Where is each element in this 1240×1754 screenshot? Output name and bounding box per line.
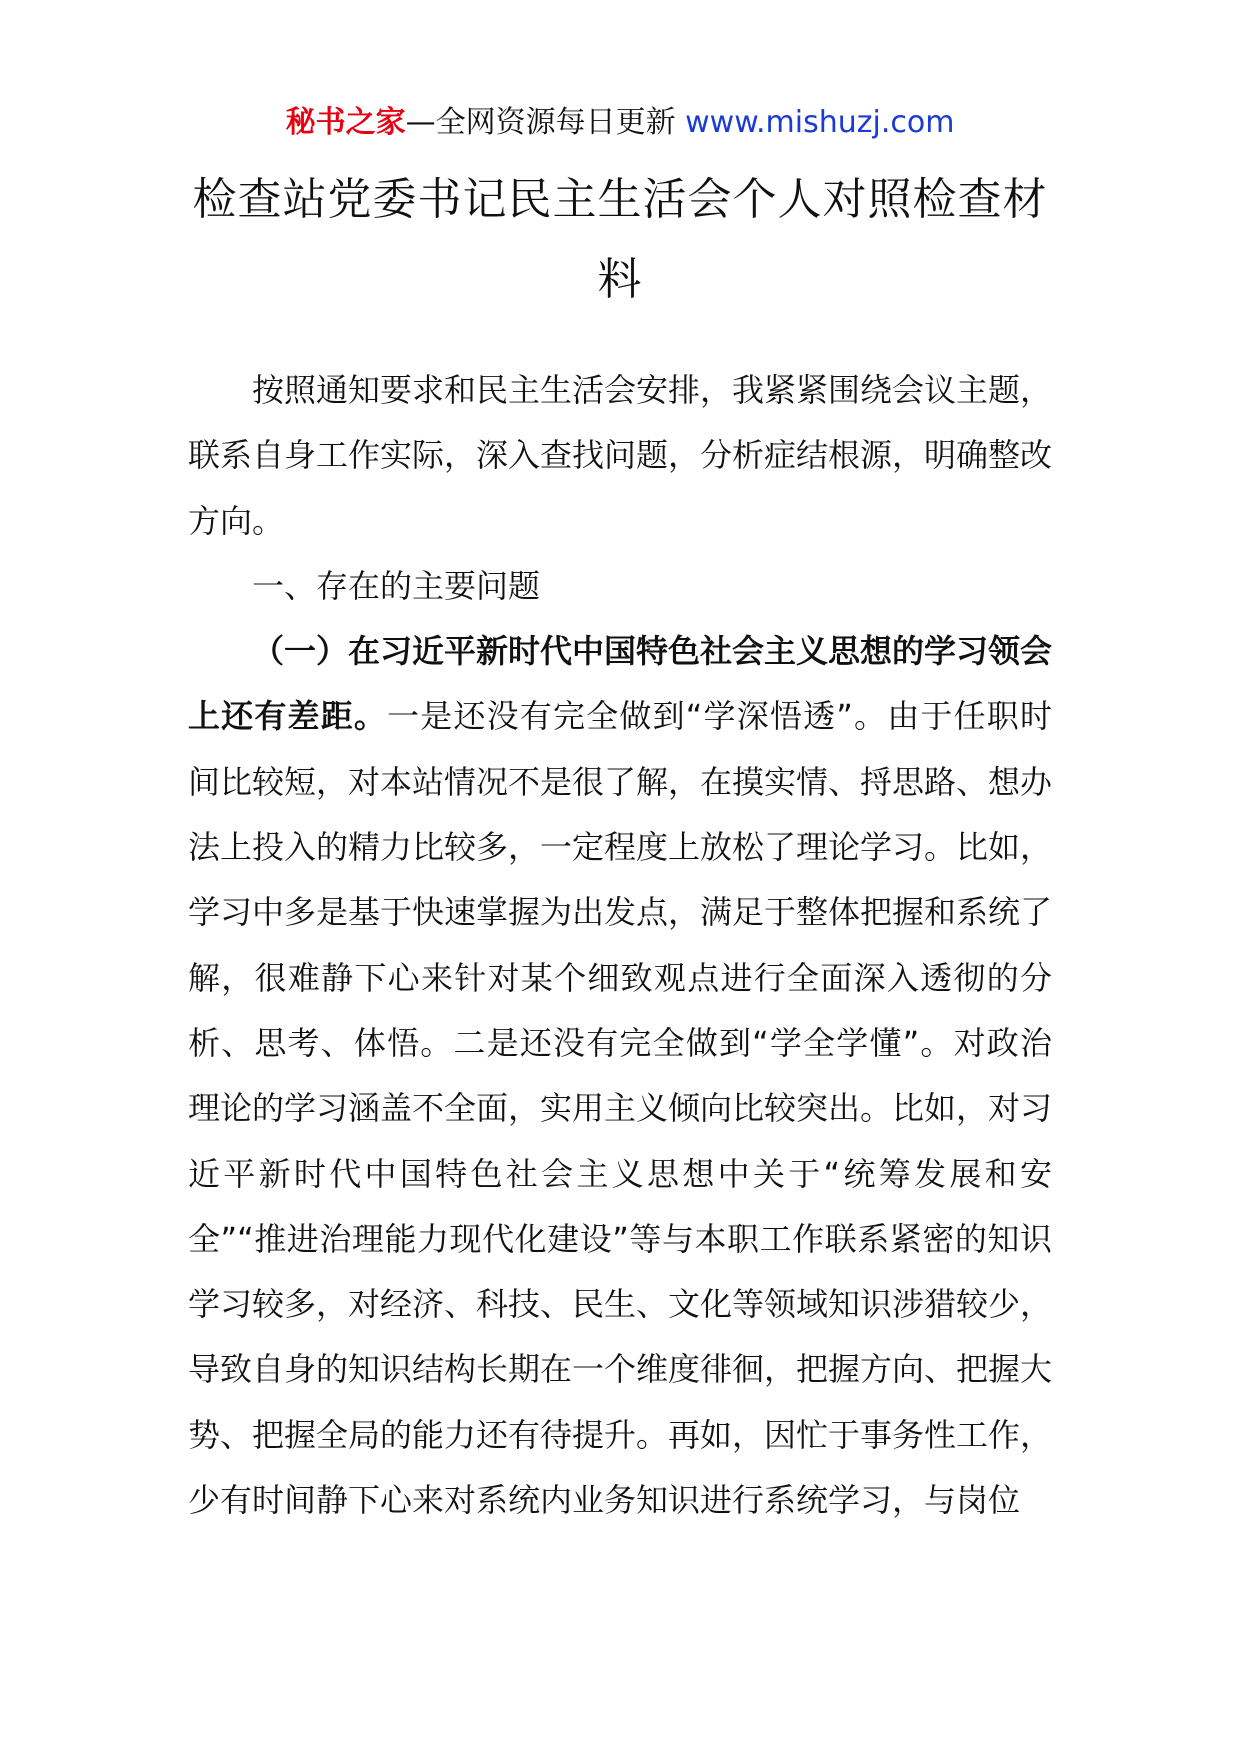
subsection-paragraph [188,619,1052,1533]
site-header [0,100,1240,146]
intro-paragraph: 按照通知要求和民主生活会安排，我紧紧围绕会议主题，联系自身工作实际，深入查找问题，分析症结根源，明确整改方向。 [188,371,1053,540]
document-title: 检查站党委书记民主生活会个人对照检查材料 [192,174,1048,305]
brand-name: 秘书之家 [285,105,406,140]
site-url-link[interactable]: www.mishuzj.com [685,105,955,140]
document-body [188,358,1052,1533]
header-tagline: —全网资源每日更新 [405,105,676,140]
subsection-heading: （一）在习近平新时代中国特色社会主义思想的学习领会上还有差距。 [188,632,1053,736]
subsection-text: 一是还没有完全做到“学深悟透”。由于任职时间比较短，对本站情况不是很了解，在摸实情、捋思路、想办法上投入的精力比较多，一定程度上放松了理论学习。比如，学习中多是基于快速掌握为出发点，满足于整体把握和系统了解，很难静下心来针对某个细致观点进行全面深入透彻的分析、思考、体悟。二是还没有完全做到“学全学懂”。对政治理论的学习涵盖不全面，实用主义倾向比较突出。比如，对习近平新时代中国特色社会主义思想中关于“统筹发展和安全”“推进治理能力现代化建设”等与本职工作联系紧密的知识学习较多，对经济、科技、民生、文化等领域知识涉猎较少，导致自身的知识结构长期在一个维度徘徊，把握方向、把握大势、把握全局的能力还有待提升。再如，因忙于事务性工作，少有时间静下心来对系统内业务知识进行系统学习，与岗位 [188,697,1053,1520]
section-heading: 一、存在的主要问题 [252,566,541,605]
